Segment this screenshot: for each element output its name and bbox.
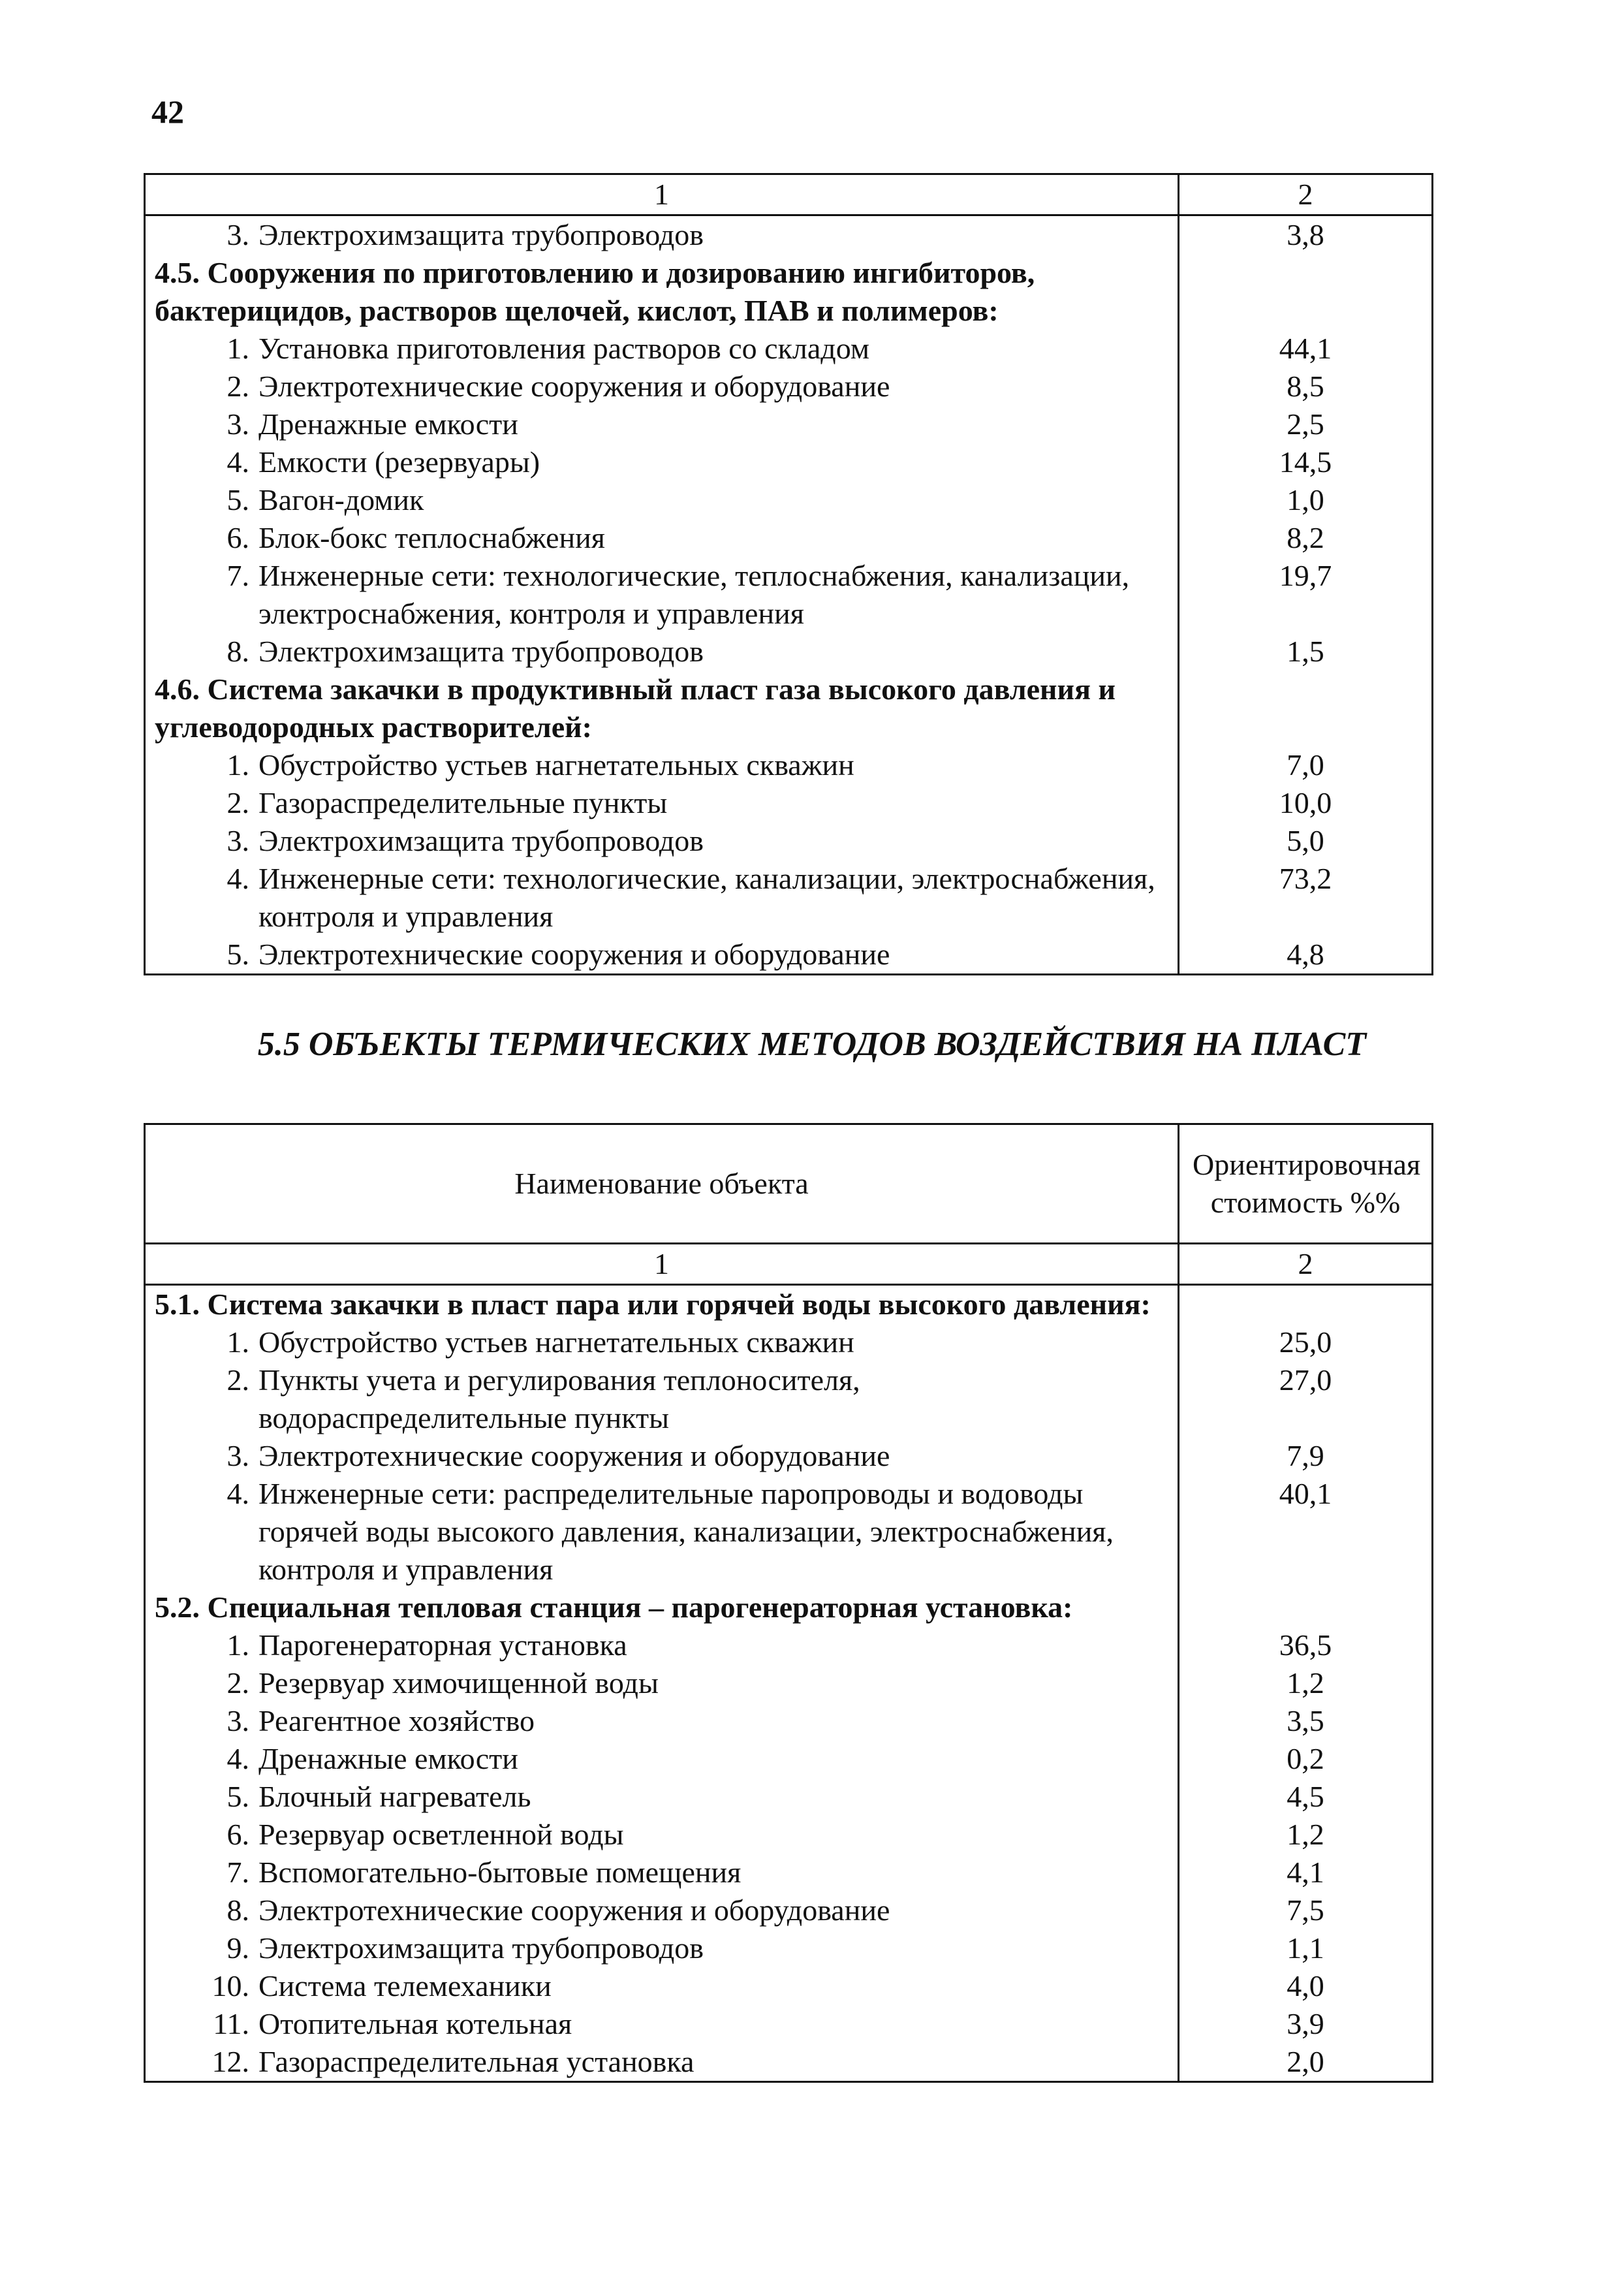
- table-row: [145, 936, 1433, 975]
- item-name-cell: [145, 1626, 1179, 1664]
- cost-percent-cell: 1,1: [1179, 1929, 1433, 1967]
- item-number: 1.: [226, 1325, 249, 1359]
- item-number: 6.: [226, 1818, 249, 1851]
- item-name: Емкости (резервуары): [258, 445, 540, 479]
- cost-percent-cell: 1,5: [1179, 633, 1433, 671]
- table-row: [145, 2005, 1433, 2043]
- cost-percent-cell: 27,0: [1179, 1361, 1433, 1437]
- item-name-cell: [145, 1475, 1179, 1589]
- item-number: 2.: [226, 370, 249, 403]
- cost-percent-cell: 7,9: [1179, 1437, 1433, 1475]
- item-number: 11.: [213, 2007, 249, 2040]
- section-heading: 4.6. Система закачки в продуктивный пласт газа высокого давления и углеводородных растворителей:: [145, 671, 1179, 746]
- section-heading-row: [145, 671, 1433, 746]
- cost-percent-cell: 2,0: [1179, 2043, 1433, 2082]
- table-row: [145, 1816, 1433, 1854]
- item-name: Реагентное хозяйство: [258, 1704, 535, 1737]
- table-row: [145, 405, 1433, 443]
- header-object-name: Наименование объекта: [145, 1124, 1179, 1244]
- thermal-methods-cost-table: [144, 1123, 1433, 2083]
- item-name-cell: [145, 1437, 1179, 1475]
- item-name-cell: [145, 2043, 1179, 2082]
- cost-percent-cell: 4,1: [1179, 1854, 1433, 1891]
- cost-percent-cell: [1179, 1589, 1433, 1626]
- item-number: 7.: [226, 1856, 249, 1889]
- table-row: [145, 1740, 1433, 1778]
- item-name-cell: [145, 330, 1179, 368]
- table-row: [145, 822, 1433, 860]
- cost-percent-cell: 40,1: [1179, 1475, 1433, 1589]
- cost-percent-cell: 19,7: [1179, 557, 1433, 633]
- table-row: [145, 1891, 1433, 1929]
- cost-percent-cell: 14,5: [1179, 443, 1433, 481]
- item-name: Система телемеханики: [258, 1969, 552, 2002]
- table-row: [145, 1929, 1433, 1967]
- item-number: 8.: [226, 1893, 249, 1927]
- item-number: 12.: [211, 2045, 249, 2078]
- section-heading: 5.1. Система закачки в пласт пара или горячей воды высокого давления:: [145, 1285, 1179, 1324]
- item-number: 10.: [211, 1969, 249, 2002]
- column-number-2: 2: [1179, 1244, 1433, 1285]
- cost-percent-cell: [1179, 671, 1433, 746]
- item-name-cell: [145, 784, 1179, 822]
- item-name-cell: [145, 1702, 1179, 1740]
- item-name: Дренажные емкости: [258, 1742, 518, 1775]
- table-row: [145, 784, 1433, 822]
- item-name: Инженерные сети: технологические, теплоснабжения, канализации, электроснабжения, контроля и управления: [258, 559, 1130, 630]
- item-name: Электротехнические сооружения и оборудование: [258, 1893, 890, 1927]
- item-name: Электрохимзащита трубопроводов: [258, 1931, 704, 1965]
- item-name-cell: [145, 633, 1179, 671]
- item-number: 4.: [226, 862, 249, 895]
- section-heading: 4.5. Сооружения по приготовлению и дозированию ингибиторов, бактерицидов, растворов щелочей, кислот, ПАВ и полимеров:: [145, 254, 1179, 330]
- item-name: Электрохимзащита трубопроводов: [258, 635, 704, 668]
- item-name: Вагон-домик: [258, 483, 424, 516]
- table-row: [145, 1778, 1433, 1816]
- item-name: Установка приготовления растворов со складом: [258, 332, 869, 365]
- item-number: 1.: [226, 1628, 249, 1662]
- cost-percent-cell: 4,8: [1179, 936, 1433, 975]
- cost-table-continued: [144, 173, 1433, 975]
- item-number: 1.: [226, 332, 249, 365]
- table-row: [145, 443, 1433, 481]
- table-row: [145, 2043, 1433, 2082]
- cost-percent-cell: 2,5: [1179, 405, 1433, 443]
- item-name-cell: [145, 557, 1179, 633]
- item-name: Инженерные сети: распределительные паропроводы и водоводы горячей воды высокого давления, канализации, электроснабжения, контроля и управления: [258, 1477, 1114, 1586]
- item-name-cell: [145, 746, 1179, 784]
- column-number-2: 2: [1179, 174, 1433, 215]
- table-row: [145, 1702, 1433, 1740]
- table-row: [145, 1967, 1433, 2005]
- table-header-row: [145, 1124, 1433, 1244]
- item-name-cell: [145, 1967, 1179, 2005]
- cost-percent-cell: 10,0: [1179, 784, 1433, 822]
- section-heading: 5.2. Специальная тепловая станция – парогенераторная установка:: [145, 1589, 1179, 1626]
- item-name: Парогенераторная установка: [258, 1628, 627, 1662]
- item-name: Обустройство устьев нагнетательных скважин: [258, 1325, 854, 1359]
- item-number: 4.: [226, 1477, 249, 1510]
- table-row: [145, 1626, 1433, 1664]
- cost-percent-cell: 3,9: [1179, 2005, 1433, 2043]
- cost-percent-cell: 4,0: [1179, 1967, 1433, 2005]
- item-name-cell: [145, 405, 1179, 443]
- item-name-cell: [145, 860, 1179, 936]
- item-number: 2.: [226, 786, 249, 819]
- table-row: [145, 1323, 1433, 1361]
- item-number: 1.: [226, 748, 249, 782]
- section-heading-row: [145, 254, 1433, 330]
- item-name: Инженерные сети: технологические, канализации, электроснабжения, контроля и управления: [258, 862, 1155, 933]
- table-row: [145, 330, 1433, 368]
- item-number: 3.: [226, 407, 249, 441]
- item-number: 4.: [226, 1742, 249, 1775]
- column-number-row: [145, 1244, 1433, 1285]
- item-name-cell: [145, 1854, 1179, 1891]
- table-row: [145, 215, 1433, 255]
- item-name-cell: [145, 368, 1179, 405]
- item-name-cell: [145, 1664, 1179, 1702]
- header-estimated-cost: Ориентировочная стоимость %%: [1179, 1124, 1433, 1244]
- item-name: Электрохимзащита трубопроводов: [258, 824, 704, 857]
- item-name-cell: [145, 1323, 1179, 1361]
- column-number-1: 1: [145, 1244, 1179, 1285]
- cost-percent-cell: [1179, 254, 1433, 330]
- cost-percent-cell: 7,0: [1179, 746, 1433, 784]
- cost-percent-cell: 7,5: [1179, 1891, 1433, 1929]
- cost-percent-cell: 73,2: [1179, 860, 1433, 936]
- cost-percent-cell: 1,0: [1179, 481, 1433, 519]
- cost-percent-cell: 25,0: [1179, 1323, 1433, 1361]
- item-number: 5.: [226, 483, 249, 516]
- item-name: Электротехнические сооружения и оборудование: [258, 1439, 890, 1472]
- cost-percent-cell: 4,5: [1179, 1778, 1433, 1816]
- column-number-row: [145, 174, 1433, 215]
- table-row: [145, 633, 1433, 671]
- item-number: 5.: [226, 1780, 249, 1813]
- item-name-cell: [145, 1929, 1179, 1967]
- cost-percent-cell: [1179, 1285, 1433, 1324]
- table-row: [145, 1475, 1433, 1589]
- item-name: Блочный нагреватель: [258, 1780, 531, 1813]
- item-name: Электротехнические сооружения и оборудование: [258, 370, 890, 403]
- cost-percent-cell: 1,2: [1179, 1816, 1433, 1854]
- table-row: [145, 557, 1433, 633]
- item-number: 8.: [226, 635, 249, 668]
- item-name-cell: [145, 215, 1179, 255]
- item-name: Резервуар химочищенной воды: [258, 1666, 659, 1700]
- item-name: Газораспределительная установка: [258, 2045, 695, 2078]
- cost-percent-cell: 3,8: [1179, 215, 1433, 255]
- cost-percent-cell: 8,2: [1179, 519, 1433, 557]
- table-row: [145, 1664, 1433, 1702]
- section-heading-row: [145, 1285, 1433, 1324]
- table-row: [145, 1361, 1433, 1437]
- item-number: 3.: [226, 1439, 249, 1472]
- table-row: [145, 860, 1433, 936]
- cost-percent-cell: 1,2: [1179, 1664, 1433, 1702]
- item-name: Пункты учета и регулирования теплоносителя, водораспределительные пункты: [258, 1363, 860, 1434]
- item-name: Газораспределительные пункты: [258, 786, 668, 819]
- item-name-cell: [145, 519, 1179, 557]
- table-row: [145, 1437, 1433, 1475]
- table-row: [145, 746, 1433, 784]
- item-name-cell: [145, 936, 1179, 975]
- item-name-cell: [145, 1816, 1179, 1854]
- item-name-cell: [145, 1891, 1179, 1929]
- item-name-cell: [145, 1778, 1179, 1816]
- item-number: 7.: [226, 559, 249, 592]
- page-number: 42: [151, 93, 184, 130]
- table-row: [145, 481, 1433, 519]
- item-name: Вспомогательно-бытовые помещения: [258, 1856, 742, 1889]
- section-heading-row: [145, 1589, 1433, 1626]
- item-number: 4.: [226, 445, 249, 479]
- item-name: Электротехнические сооружения и оборудование: [258, 938, 890, 971]
- cost-percent-cell: 44,1: [1179, 330, 1433, 368]
- item-number: 6.: [226, 521, 249, 554]
- column-number-1: 1: [145, 174, 1179, 215]
- item-name-cell: [145, 481, 1179, 519]
- table-row: [145, 1854, 1433, 1891]
- item-name: Дренажные емкости: [258, 407, 518, 441]
- cost-percent-cell: 8,5: [1179, 368, 1433, 405]
- item-name: Обустройство устьев нагнетательных скважин: [258, 748, 854, 782]
- item-number: 2.: [226, 1363, 249, 1397]
- cost-percent-cell: 0,2: [1179, 1740, 1433, 1778]
- cost-percent-cell: 3,5: [1179, 1702, 1433, 1740]
- item-number: 3.: [226, 824, 249, 857]
- item-number: 3.: [226, 1704, 249, 1737]
- item-name: Отопительная котельная: [258, 2007, 572, 2040]
- item-name: Блок-бокс теплоснабжения: [258, 521, 605, 554]
- item-name-cell: [145, 443, 1179, 481]
- item-name: Электрохимзащита трубопроводов: [258, 218, 704, 251]
- cost-percent-cell: 36,5: [1179, 1626, 1433, 1664]
- item-name-cell: [145, 1361, 1179, 1437]
- item-name-cell: [145, 1740, 1179, 1778]
- item-name-cell: [145, 822, 1179, 860]
- item-number: 3.: [226, 218, 249, 251]
- item-name-cell: [145, 2005, 1179, 2043]
- section-title: 5.5 ОБЪЕКТЫ ТЕРМИЧЕСКИХ МЕТОДОВ ВОЗДЕЙСТВИЯ НА ПЛАСТ: [257, 1026, 1367, 1063]
- item-number: 5.: [226, 938, 249, 971]
- table-row: [145, 519, 1433, 557]
- item-number: 2.: [226, 1666, 249, 1700]
- item-name: Резервуар осветленной воды: [258, 1818, 624, 1851]
- item-number: 9.: [226, 1931, 249, 1965]
- table-row: [145, 368, 1433, 405]
- cost-percent-cell: 5,0: [1179, 822, 1433, 860]
